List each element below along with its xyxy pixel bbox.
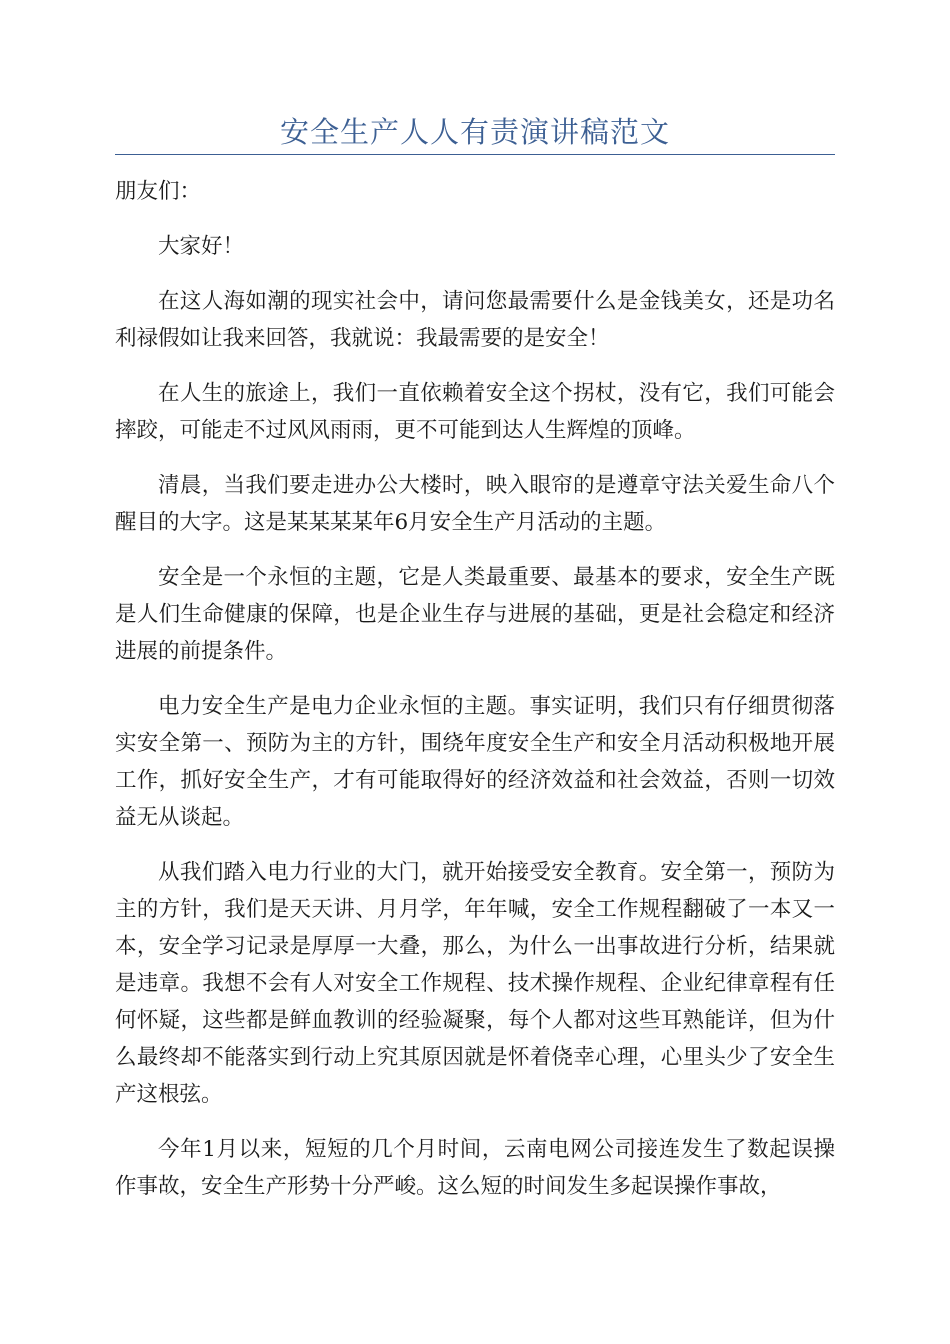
paragraph: 清晨，当我们要走进办公大楼时，映入眼帘的是遵章守法关爱生命八个醒目的大字。这是某某某某年6月安全生产月活动的主题。 <box>115 473 835 535</box>
paragraph-greeting: 大家好！ <box>158 234 245 259</box>
document-title: 安全生产人人有责演讲稿范文 <box>279 115 670 149</box>
title-underline <box>115 154 835 155</box>
paragraph: 在这人海如潮的现实社会中，请问您最需要什么是金钱美女，还是功名利禄假如让我来回答，我就说：我最需要的是安全！ <box>115 289 835 351</box>
document-body <box>115 173 835 1223</box>
paragraph: 安全是一个永恒的主题，它是人类最重要、最基本的要求，安全生产既是人们生命健康的保障，也是企业生存与进展的基础，更是社会稳定和经济进展的前提条件。 <box>115 565 835 664</box>
paragraph: 在人生的旅途上，我们一直依赖着安全这个拐杖，没有它，我们可能会摔跤，可能走不过风风雨雨，更不可能到达人生辉煌的顶峰。 <box>115 381 835 443</box>
salutation: 朋友们： <box>115 179 202 204</box>
paragraph: 今年1月以来，短短的几个月时间，云南电网公司接连发生了数起误操作事故，安全生产形势十分严峻。这么短的时间发生多起误操作事故， <box>115 1137 835 1199</box>
paragraph: 从我们踏入电力行业的大门，就开始接受安全教育。安全第一，预防为主的方针，我们是天天讲、月月学，年年喊，安全工作规程翻破了一本又一本，安全学习记录是厚厚一大叠，那么，为什么一出事故进行分析，结果就是违章。我想不会有人对安全工作规程、技术操作规程、企业纪律章程有任何怀疑，这些都是鲜血教训的经验凝聚，每个人都对这些耳熟能详，但为什么最终却不能落实到行动上究其原因就是怀着侥幸心理，心里头少了安全生产这根弦。 <box>115 860 835 1107</box>
paragraph: 电力安全生产是电力企业永恒的主题。事实证明，我们只有仔细贯彻落实安全第一、预防为主的方针，围绕年度安全生产和安全月活动积极地开展工作，抓好安全生产，才有可能取得好的经济效益和社会效益，否则一切效益无从谈起。 <box>115 694 835 830</box>
